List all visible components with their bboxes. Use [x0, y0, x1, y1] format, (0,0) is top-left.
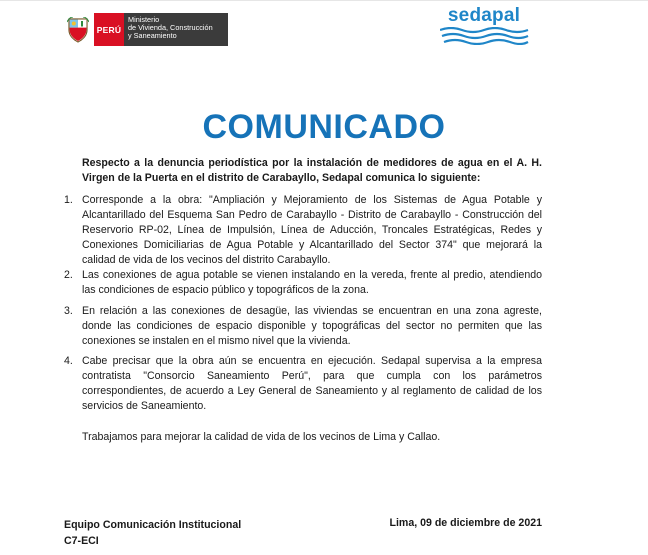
list-item-text: En relación a las conexiones de desagüe, las viviendas se encuentran en una zona agreste, donde las condiciones de espacio disponible y topográficas del sector no permiten que las conexiones se instalen en el mismo nivel que la vivienda.: [82, 305, 542, 347]
ministry-line: y Saneamiento: [128, 31, 177, 40]
list-item-number: 2.: [64, 269, 73, 281]
closing-line: Trabajamos para mejorar la calidad de vida de los vecinos de Lima y Callao.: [82, 431, 441, 443]
list-item-text: Cabe precisar que la obra aún se encuentra en ejecución. Sedapal supervisa a la empresa contratista "Consorcio Saneamiento Perú", para que cumpla con los parámetros correspondientes, de acuerdo a Ley General de Saneamiento y al reglamento de calidad de los servicios de Saneamiento.: [82, 355, 542, 412]
list-item-number: 1.: [64, 194, 73, 206]
place-date: Lima, 09 de diciembre de 2021: [389, 517, 542, 529]
sedapal-logo: [436, 5, 532, 45]
list-item-text: Las conexiones de agua potable se vienen instalando en la vereda, frente al predio, atendiendo las condiciones de espacio público y topográficos de la zona.: [82, 269, 542, 296]
list-item: [64, 354, 542, 414]
list-item: [64, 304, 542, 349]
coat-of-arms-icon: [62, 13, 94, 46]
government-logo: [62, 13, 228, 46]
intro-paragraph: Respecto a la denuncia periodística por la instalación de medidores de agua en el A. H. Virgen de la Puerta en el distrito de Carabayllo, Sedapal comunica lo siguiente:: [82, 157, 542, 184]
country-label: PERÚ: [94, 13, 124, 46]
ministry-label: [124, 13, 228, 46]
ministry-line: Ministerio: [128, 15, 160, 24]
list-item-text: Corresponde a la obra: "Ampliación y Mejoramiento de los Sistemas de Agua Potable y Alcantarillado del Esquema San Pedro de Carabayllo - Distrito de Carabayllo - Construcción del Reservorio RP-02, Línea de Impulsión, Línea de Aducción, Troncales Estratégicas, Redes y Conexiones Domiciliarias de Agua Potable y Alcantarillado del Sector 374" que mejorará la calidad de vida de los vecinos del distrito Carabayllo.: [82, 194, 542, 266]
list-item: [64, 268, 542, 298]
ministry-line: de Vivienda, Construcción: [128, 23, 213, 32]
signature-block: [64, 517, 241, 549]
waves-icon: [440, 27, 530, 45]
sedapal-wordmark: sedapal: [447, 5, 521, 26]
page-title: COMUNICADO: [202, 108, 446, 146]
signature-code: C7-ECI: [64, 535, 99, 547]
list-item-number: 3.: [64, 305, 73, 317]
list-item-number: 4.: [64, 355, 73, 367]
top-border: [0, 0, 648, 1]
list-item: [64, 193, 542, 268]
signature-team: Equipo Comunicación Institucional: [64, 519, 242, 531]
